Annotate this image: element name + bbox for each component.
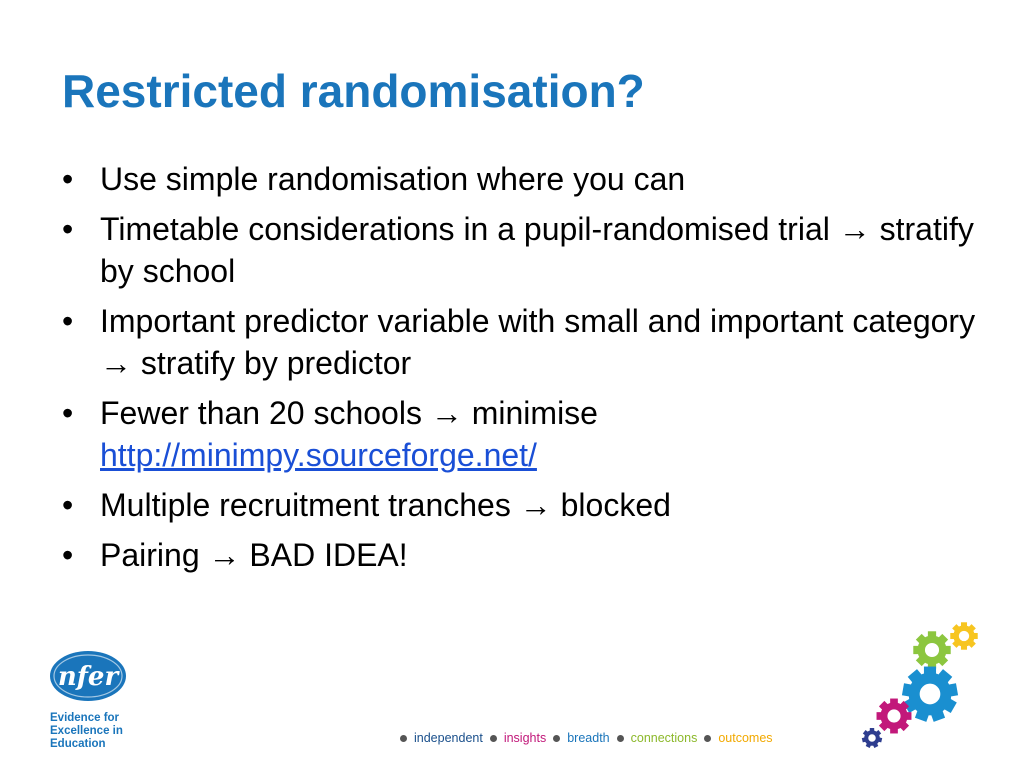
bullet-dot: •: [62, 211, 74, 247]
slide-title: Restricted randomisation?: [62, 65, 645, 117]
separator-dot: [400, 735, 407, 742]
logo-caption: [50, 712, 123, 751]
bullet-text: Use simple randomisation where you can: [100, 161, 686, 197]
bullet-text: Timetable considerations in a pupil-randomised trial → stratify by school: [100, 211, 974, 289]
nfer-logo: [49, 650, 127, 702]
bullet-list: [60, 158, 980, 584]
minimpy-link[interactable]: http://minimpy.sourceforge.net/: [100, 437, 537, 473]
separator-dot: [704, 735, 711, 742]
bullet-text: Multiple recruitment tranches → blocked: [100, 487, 671, 523]
caption-line: Education: [50, 738, 106, 750]
tagline-word: breadth: [567, 731, 610, 745]
bullet-item: [60, 534, 980, 576]
gear-shape: [950, 622, 977, 649]
bullet-dot: •: [62, 537, 74, 573]
separator-dot: [553, 735, 560, 742]
gear-shape: [877, 699, 912, 734]
bullet-item: [60, 300, 980, 384]
tagline-word: insights: [503, 731, 547, 745]
tagline-word: outcomes: [718, 731, 773, 745]
bullet-item: [60, 158, 980, 200]
tagline-word: connections: [630, 731, 698, 745]
logo-text: nfer: [57, 662, 119, 692]
bullet-text: Pairing → BAD IDEA!: [100, 537, 408, 573]
separator-dot: [617, 735, 624, 742]
bullet-dot: •: [62, 303, 74, 339]
bullet-dot: •: [62, 487, 74, 523]
separator-dot: [490, 735, 497, 742]
footer-tagline: [400, 731, 773, 745]
bullet-item: [60, 484, 980, 526]
gear-shape: [862, 728, 882, 748]
tagline-word: independent: [414, 731, 483, 745]
gears-icon: [860, 616, 990, 756]
bullet-item: [60, 392, 980, 476]
bullet-dot: •: [62, 161, 74, 197]
bullet-dot: •: [62, 395, 74, 431]
caption-line: Excellence in: [50, 725, 123, 737]
bullet-item: [60, 208, 980, 292]
bullet-text: Fewer than 20 schools → minimise: [100, 395, 598, 431]
gear-shape: [913, 631, 950, 668]
bullet-text: Important predictor variable with small and important category → stratify by predictor: [100, 303, 976, 381]
caption-line: Evidence for: [50, 712, 120, 724]
